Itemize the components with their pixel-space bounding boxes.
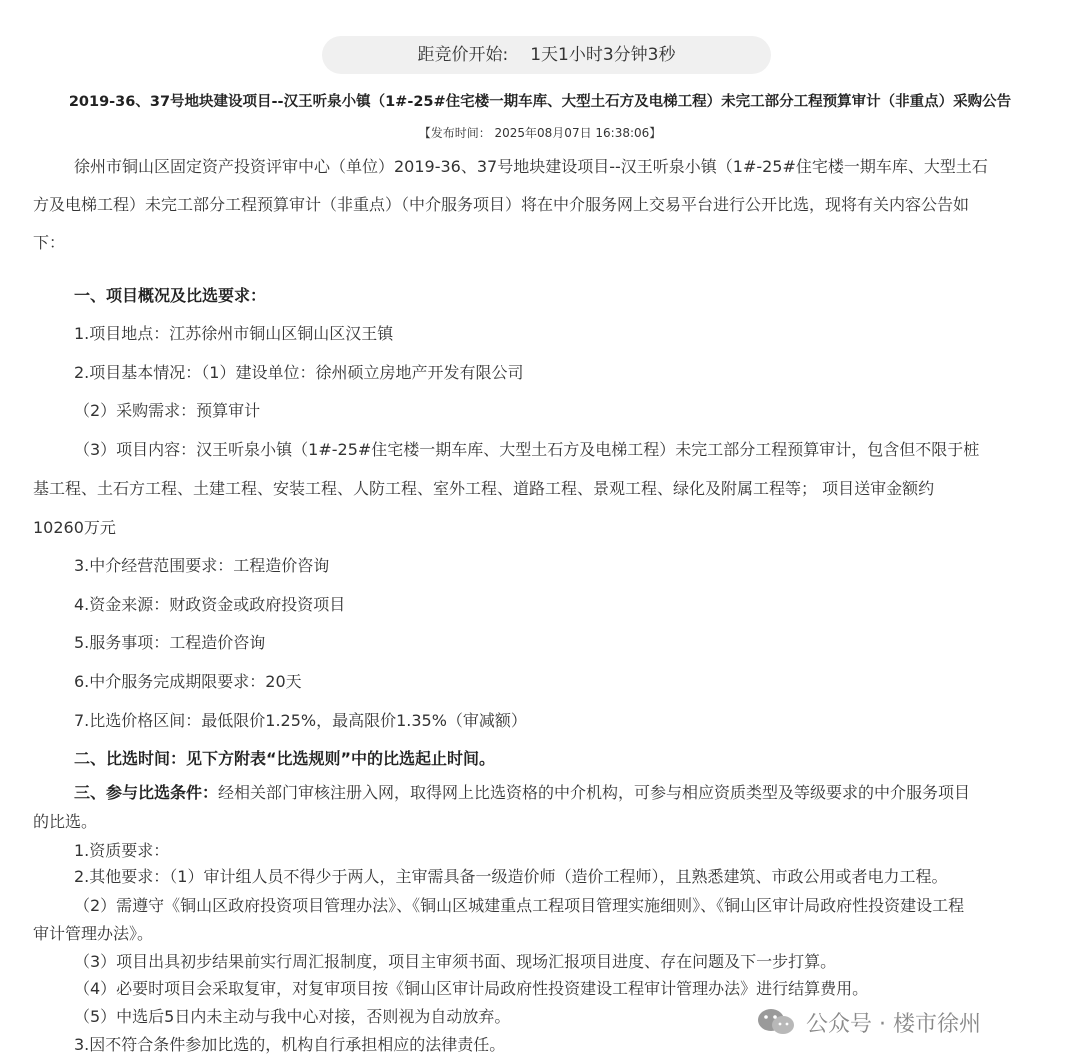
countdown-label: 距竞价开始: (417, 45, 509, 65)
legal-responsibility: 3.因不符合条件参加比选的，机构自行承担相应的法律责任。 (74, 1035, 506, 1054)
watermark-text: 公众号 · 楼市徐州 (806, 1011, 981, 1037)
countdown-banner (322, 36, 771, 74)
intro-line-2: 方及电梯工程）未完工部分工程预算审计（非重点）（中介服务项目）将在中介服务网上交易平台进行公开比选，现将有关内容公告如 (33, 195, 970, 214)
other-requirement-3: （3）项目出具初步结果前实行周汇报制度，项目主审须书面、现场汇报项目进度、存在问题及下一步打算。 (74, 952, 837, 971)
procurement-demand: （2）采购需求：预算审计 (74, 401, 261, 420)
project-content-line-1: （3）项目内容：汉王听泉小镇（1#-25#住宅楼一期车库、大型土石方及电梯工程）未完工部分工程预算审计，包含但不限于桩 (74, 440, 980, 459)
other-requirement-2a: （2）需遵守《铜山区政府投资项目管理办法》、《铜山区城建重点工程项目管理实施细则》、《铜山区审计局政府性投资建设工程 (74, 896, 965, 915)
project-content-line-3: 10260万元 (33, 518, 116, 537)
section2-heading: 二、比选时间：见下方附表“比选规则”中的比选起止时间。 (74, 749, 496, 768)
qualification-requirement: 1.资质要求： (74, 841, 170, 860)
price-range: 7.比选价格区间：最低限价1.25%，最高限价1.35%（审减额） (74, 711, 527, 730)
project-basic-info: 2.项目基本情况：（1）建设单位：徐州硕立房地产开发有限公司 (74, 363, 524, 382)
intro-line-1: 徐州市铜山区固定资产投资评审中心（单位）2019-36、37号地块建设项目--汉王听泉小镇（1#-25#住宅楼一期车库、大型土石 (74, 157, 988, 176)
other-requirement-1: 2.其他要求：（1）审计组人员不得少于两人，主审需具备一级造价师（造价工程师），且熟悉建筑、市政公用或者电力工程。 (74, 867, 948, 886)
intro-line-3: 下： (33, 233, 66, 252)
countdown-value: 1天1小时3分钟3秒 (530, 45, 676, 65)
other-requirement-5: （5）中选后5日内未主动与我中心对接，否则视为自动放弃。 (74, 1007, 511, 1026)
section3-heading: 三、参与比选条件： (74, 783, 219, 802)
project-location: 1.项目地点：江苏徐州市铜山区铜山区汉王镇 (74, 324, 394, 343)
other-requirement-4: （4）必要时项目会采取复审，对复审项目按《铜山区审计局政府性投资建设工程审计管理办法》进行结算费用。 (74, 979, 869, 998)
watermark (756, 1002, 981, 1042)
completion-period: 6.中介服务完成期限要求：20天 (74, 672, 302, 691)
page-title: 2019-36、37号地块建设项目--汉王听泉小镇（1#-25#住宅楼一期车库、大型土石方及电梯工程）未完工部分工程预算审计（非重点）采购公告 (68, 94, 1012, 110)
other-requirement-2b: 审计管理办法》。 (33, 924, 154, 943)
wechat-icon (756, 1007, 796, 1037)
section3-line-2: 的比选。 (33, 812, 98, 831)
section1-heading: 一、项目概况及比选要求： (74, 286, 267, 305)
publish-time: 【发布时间： 2025年08月07日 16:38:06】 (418, 126, 662, 140)
service-matter: 5.服务事项：工程造价咨询 (74, 633, 266, 652)
project-content-line-2: 基工程、土石方工程、土建工程、安装工程、人防工程、室外工程、道路工程、景观工程、绿化及附属工程等； 项目送审金额约 (33, 479, 935, 498)
fund-source: 4.资金来源：财政资金或政府投资项目 (74, 595, 346, 614)
section3-text: 经相关部门审核注册入网，取得网上比选资格的中介机构，可参与相应资质类型及等级要求的中介服务项目 (218, 783, 971, 802)
section3-line-1 (74, 780, 970, 803)
business-scope: 3.中介经营范围要求：工程造价咨询 (74, 556, 330, 575)
